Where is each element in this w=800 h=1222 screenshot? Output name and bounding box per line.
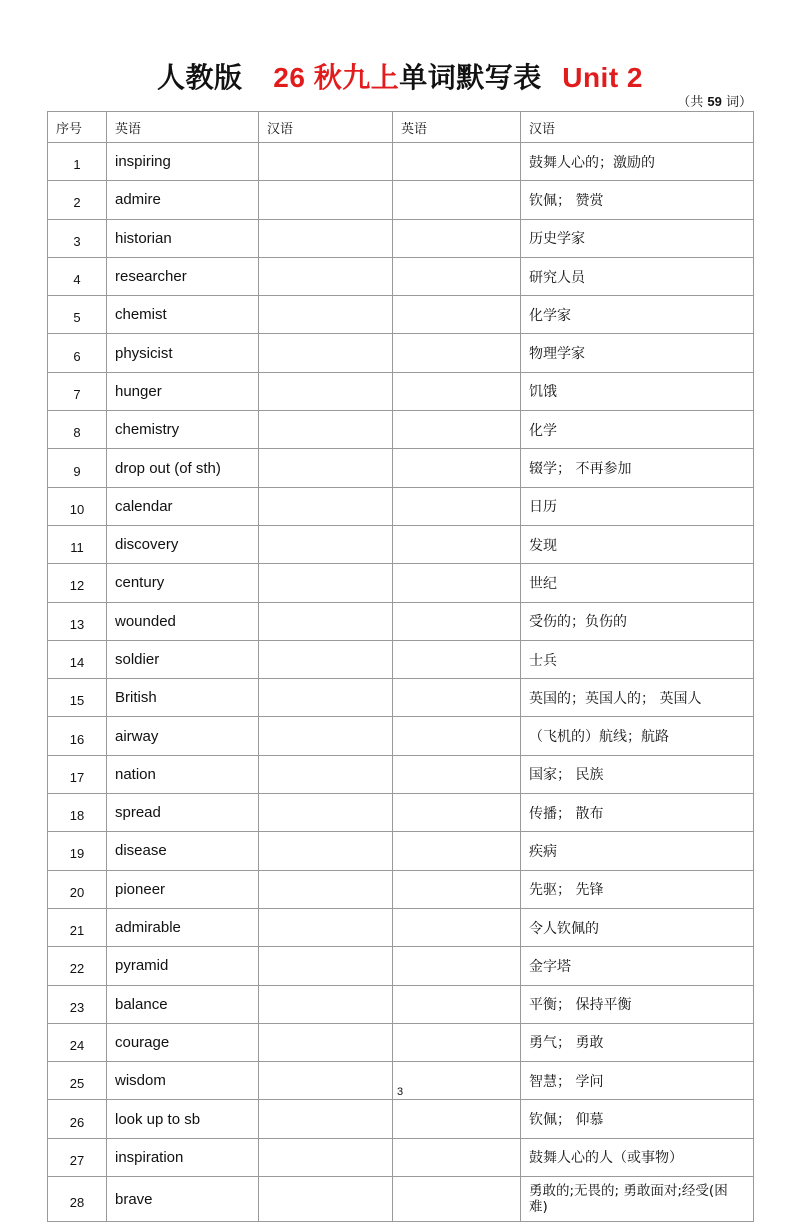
table-row — [48, 449, 754, 487]
table-row — [48, 257, 754, 295]
chinese-meaning: 智慧； 学问 — [521, 1062, 754, 1100]
row-number: 24 — [48, 1023, 107, 1061]
english-answer-blank[interactable] — [393, 1023, 521, 1061]
chinese-meaning: 物理学家 — [521, 334, 754, 372]
chinese-answer-blank[interactable] — [259, 487, 393, 525]
english-answer-blank[interactable] — [393, 1177, 521, 1222]
table-row — [48, 602, 754, 640]
english-answer-blank[interactable] — [393, 334, 521, 372]
chinese-answer-blank[interactable] — [259, 143, 393, 181]
chinese-answer-blank[interactable] — [259, 449, 393, 487]
row-number: 12 — [48, 564, 107, 602]
table-row — [48, 1023, 754, 1061]
chinese-meaning: 饥饿 — [521, 372, 754, 410]
header-chinese: 汉语 — [259, 112, 393, 143]
chinese-meaning: （飞机的）航线；航路 — [521, 717, 754, 755]
chinese-answer-blank[interactable] — [259, 794, 393, 832]
english-word: airway — [107, 717, 259, 755]
english-word: spread — [107, 794, 259, 832]
english-answer-blank[interactable] — [393, 717, 521, 755]
english-word: drop out (of sth) — [107, 449, 259, 487]
english-answer-blank[interactable] — [393, 449, 521, 487]
row-number: 16 — [48, 717, 107, 755]
english-answer-blank[interactable] — [393, 602, 521, 640]
table-row — [48, 870, 754, 908]
chinese-meaning: 化学 — [521, 411, 754, 449]
header-english-2: 英语 — [393, 112, 521, 143]
row-number: 1 — [48, 143, 107, 181]
vocabulary-table — [47, 111, 754, 1222]
chinese-meaning: 发现 — [521, 525, 754, 563]
english-answer-blank[interactable] — [393, 870, 521, 908]
chinese-meaning: 英国的；英国人的； 英国人 — [521, 679, 754, 717]
row-number: 3 — [48, 219, 107, 257]
title-unit: Unit 2 — [562, 62, 643, 93]
chinese-meaning: 勇气； 勇敢 — [521, 1023, 754, 1061]
english-answer-blank[interactable] — [393, 908, 521, 946]
table-row — [48, 755, 754, 793]
row-number: 27 — [48, 1138, 107, 1176]
english-word: chemistry — [107, 411, 259, 449]
row-number: 19 — [48, 832, 107, 870]
chinese-meaning: 钦佩； 赞赏 — [521, 181, 754, 219]
header-chinese-2: 汉语 — [521, 112, 754, 143]
table-row — [48, 525, 754, 563]
table-row — [48, 640, 754, 678]
table-row — [48, 411, 754, 449]
english-answer-blank[interactable] — [393, 794, 521, 832]
chinese-meaning: 辍学； 不再参加 — [521, 449, 754, 487]
row-number: 8 — [48, 411, 107, 449]
english-word: pioneer — [107, 870, 259, 908]
word-count-prefix: （共 — [677, 95, 704, 110]
english-word: balance — [107, 985, 259, 1023]
english-word: disease — [107, 832, 259, 870]
chinese-meaning: 令人钦佩的 — [521, 908, 754, 946]
english-answer-blank[interactable] — [393, 679, 521, 717]
table-row — [48, 794, 754, 832]
row-number: 14 — [48, 640, 107, 678]
chinese-answer-blank[interactable] — [259, 1177, 393, 1222]
english-word: historian — [107, 219, 259, 257]
english-word: courage — [107, 1023, 259, 1061]
english-word: look up to sb — [107, 1100, 259, 1138]
english-word: brave — [107, 1177, 259, 1222]
chinese-meaning: 世纪 — [521, 564, 754, 602]
table-row — [48, 181, 754, 219]
chinese-answer-blank[interactable] — [259, 1138, 393, 1176]
english-answer-blank[interactable] — [393, 1138, 521, 1176]
table-row — [48, 1138, 754, 1176]
row-number: 26 — [48, 1100, 107, 1138]
chinese-answer-blank[interactable] — [259, 640, 393, 678]
table-row — [48, 564, 754, 602]
table-row — [48, 334, 754, 372]
table-header-row — [48, 112, 754, 143]
english-answer-blank[interactable] — [393, 1100, 521, 1138]
chinese-answer-blank[interactable] — [259, 296, 393, 334]
english-answer-blank[interactable] — [393, 832, 521, 870]
english-answer-blank[interactable] — [393, 181, 521, 219]
row-number: 21 — [48, 908, 107, 946]
chinese-meaning: 传播； 散布 — [521, 794, 754, 832]
chinese-meaning: 研究人员 — [521, 257, 754, 295]
english-word: researcher — [107, 257, 259, 295]
english-word: chemist — [107, 296, 259, 334]
english-answer-blank[interactable] — [393, 372, 521, 410]
chinese-meaning: 受伤的；负伤的 — [521, 602, 754, 640]
row-number: 22 — [48, 947, 107, 985]
table-row — [48, 1177, 754, 1222]
chinese-answer-blank[interactable] — [259, 602, 393, 640]
page-title — [0, 56, 800, 96]
title-subject: 单词默写表 — [399, 61, 542, 94]
table-row — [48, 1100, 754, 1138]
table-row — [48, 219, 754, 257]
table-body — [48, 143, 754, 1222]
english-answer-blank[interactable] — [393, 219, 521, 257]
row-number: 5 — [48, 296, 107, 334]
table-row — [48, 832, 754, 870]
chinese-meaning: 鼓舞人心的人（或事物） — [521, 1138, 754, 1176]
table-row — [48, 679, 754, 717]
row-number: 4 — [48, 257, 107, 295]
english-word: calendar — [107, 487, 259, 525]
row-number: 10 — [48, 487, 107, 525]
english-word: century — [107, 564, 259, 602]
english-word: British — [107, 679, 259, 717]
chinese-answer-blank[interactable] — [259, 870, 393, 908]
table-row — [48, 372, 754, 410]
chinese-meaning: 鼓舞人心的；激励的 — [521, 143, 754, 181]
row-number: 11 — [48, 525, 107, 563]
chinese-answer-blank[interactable] — [259, 1100, 393, 1138]
word-count — [677, 91, 752, 110]
chinese-answer-blank[interactable] — [259, 411, 393, 449]
english-answer-blank[interactable] — [393, 143, 521, 181]
chinese-answer-blank[interactable] — [259, 372, 393, 410]
english-word: admire — [107, 181, 259, 219]
table-row — [48, 947, 754, 985]
row-number: 25 — [48, 1062, 107, 1100]
english-answer-blank[interactable] — [393, 640, 521, 678]
chinese-answer-blank[interactable] — [259, 679, 393, 717]
chinese-answer-blank[interactable] — [259, 832, 393, 870]
table-row — [48, 143, 754, 181]
title-grade: 26 秋九上 — [273, 62, 400, 93]
chinese-answer-blank[interactable] — [259, 985, 393, 1023]
english-answer-blank[interactable] — [393, 487, 521, 525]
row-number: 2 — [48, 181, 107, 219]
english-word: nation — [107, 755, 259, 793]
row-number: 6 — [48, 334, 107, 372]
word-count-number: 59 — [707, 94, 722, 109]
row-number: 9 — [48, 449, 107, 487]
chinese-answer-blank[interactable] — [259, 755, 393, 793]
chinese-meaning: 平衡； 保持平衡 — [521, 985, 754, 1023]
chinese-answer-blank[interactable] — [259, 257, 393, 295]
chinese-answer-blank[interactable] — [259, 181, 393, 219]
chinese-meaning: 历史学家 — [521, 219, 754, 257]
chinese-meaning: 国家； 民族 — [521, 755, 754, 793]
page-number: 3 — [396, 1086, 404, 1098]
table-row — [48, 487, 754, 525]
row-number: 17 — [48, 755, 107, 793]
chinese-meaning: 士兵 — [521, 640, 754, 678]
english-answer-blank[interactable] — [393, 525, 521, 563]
chinese-answer-blank[interactable] — [259, 219, 393, 257]
english-word: wounded — [107, 602, 259, 640]
english-word: admirable — [107, 908, 259, 946]
table-row — [48, 985, 754, 1023]
table-row — [48, 908, 754, 946]
chinese-meaning: 金字塔 — [521, 947, 754, 985]
chinese-meaning: 化学家 — [521, 296, 754, 334]
english-answer-blank[interactable] — [393, 564, 521, 602]
chinese-meaning: 钦佩； 仰慕 — [521, 1100, 754, 1138]
english-answer-blank[interactable] — [393, 985, 521, 1023]
chinese-answer-blank[interactable] — [259, 1023, 393, 1061]
row-number: 28 — [48, 1177, 107, 1222]
row-number: 18 — [48, 794, 107, 832]
english-answer-blank[interactable] — [393, 947, 521, 985]
chinese-answer-blank[interactable] — [259, 947, 393, 985]
chinese-meaning: 疾病 — [521, 832, 754, 870]
english-word: hunger — [107, 372, 259, 410]
english-word: discovery — [107, 525, 259, 563]
chinese-answer-blank[interactable] — [259, 525, 393, 563]
table-row — [48, 717, 754, 755]
chinese-meaning: 勇敢的;无畏的; 勇敢面对;经受(困 难) — [521, 1177, 754, 1222]
chinese-answer-blank[interactable] — [259, 564, 393, 602]
english-answer-blank[interactable] — [393, 257, 521, 295]
header-number: 序号 — [48, 112, 107, 143]
chinese-answer-blank[interactable] — [259, 908, 393, 946]
header-english: 英语 — [107, 112, 259, 143]
chinese-meaning: 日历 — [521, 487, 754, 525]
english-word: inspiring — [107, 143, 259, 181]
row-number: 13 — [48, 602, 107, 640]
chinese-answer-blank[interactable] — [259, 334, 393, 372]
english-word: inspiration — [107, 1138, 259, 1176]
row-number: 23 — [48, 985, 107, 1023]
row-number: 7 — [48, 372, 107, 410]
word-count-suffix: 词） — [725, 95, 752, 110]
english-word: soldier — [107, 640, 259, 678]
english-word: wisdom — [107, 1062, 259, 1100]
english-word: physicist — [107, 334, 259, 372]
row-number: 15 — [48, 679, 107, 717]
english-answer-blank[interactable] — [393, 296, 521, 334]
row-number: 20 — [48, 870, 107, 908]
english-word: pyramid — [107, 947, 259, 985]
english-answer-blank[interactable] — [393, 755, 521, 793]
table-row — [48, 296, 754, 334]
title-edition: 人教版 — [157, 61, 243, 94]
chinese-meaning: 先驱； 先锋 — [521, 870, 754, 908]
english-answer-blank[interactable] — [393, 411, 521, 449]
chinese-answer-blank[interactable] — [259, 717, 393, 755]
